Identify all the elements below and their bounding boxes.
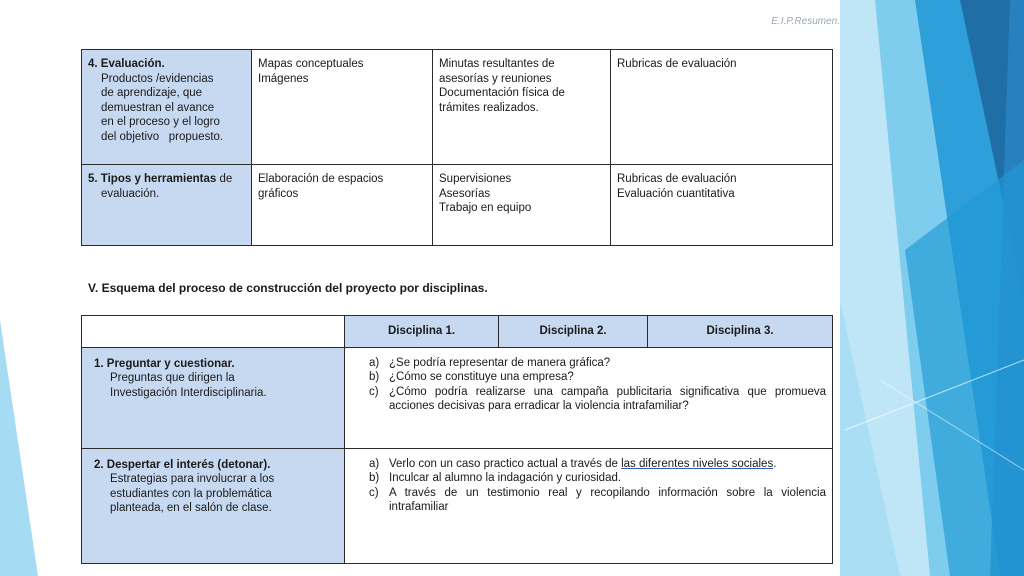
row-title: 1. Preguntar y cuestionar. [94,357,235,370]
header-cell-empty [82,316,345,348]
row-label-preguntar [82,347,345,448]
list-text-tail: . [773,457,777,470]
strategy-list [369,457,826,515]
row-label-evaluacion [82,50,252,165]
row-label-line: Preguntas que dirigen la [110,372,235,385]
cell-line: Elaboración de espacios [258,173,384,185]
section-title: V. Esquema del proceso de construcción del proyecto por disciplinas. [88,281,488,295]
header-cell-disciplina-2: Disciplina 2. [499,316,648,348]
cell-line: Trabajo en equipo [439,202,532,215]
list-item [369,385,826,414]
list-text-underlined: las diferentes niveles sociales [621,457,774,470]
row-label-tipos [82,165,252,246]
questions-cell [345,347,833,448]
list-text: ¿Cómo se constituye una empresa? [389,371,574,384]
row-label-line: Investigación Interdisciplinaria. [110,386,267,399]
cell-line: trámites realizados. [439,101,539,114]
row-label-line: Estrategias para involucrar a los [110,473,275,486]
table-cell [433,50,611,165]
list-marker: c) [369,486,379,499]
strategies-cell [345,448,833,563]
list-item [369,471,826,486]
list-marker: b) [369,472,380,485]
list-item [369,356,826,371]
list-marker: c) [369,385,379,398]
table-row [82,165,833,246]
list-item [369,486,826,515]
cell-line: Rubricas de evaluación [617,173,737,185]
list-text: Verlo con un caso practico actual a través de [389,457,622,470]
evaluation-table [81,49,833,246]
row-label-line: en el proceso y el logro [101,116,220,129]
row-label-line: evaluación. [101,187,160,200]
row-title-rest: de [216,173,233,185]
question-list [369,356,826,414]
cell-line: gráficos [258,187,299,200]
row-label-line: demuestran el avance [101,101,215,114]
row-label-line: Productos /evidencias [101,72,214,85]
list-text: ¿Se podría representar de manera gráfica? [389,356,611,369]
row-title: 5. Tipos y herramientas [88,173,217,185]
list-item [369,457,826,472]
table-header-row [82,316,833,348]
row-title: 4. Evaluación. [88,58,165,70]
header-tag: E.I.P.Resumen. [771,16,840,27]
list-text: Inculcar al alumno la indagación y curiosidad. [389,472,622,485]
row-label-line: estudiantes con la problemática [110,487,272,500]
table-cell [433,165,611,246]
table-row [82,347,833,448]
list-item [369,370,826,385]
list-marker: a) [369,356,380,369]
cell-line: Evaluación cuantitativa [617,187,735,200]
cell-line: Supervisiones [439,173,512,185]
cell-line: Asesorías [439,187,491,200]
row-label-despertar [82,448,345,563]
table-row [82,448,833,563]
disciplines-table [81,315,833,564]
cell-line: Documentación física de [439,87,565,100]
row-title: 2. Despertar el interés (detonar). [94,458,271,471]
table-cell [252,50,433,165]
cell-line: Imágenes [258,72,309,85]
list-marker: a) [369,457,380,470]
list-marker: b) [369,371,380,384]
table-cell [611,50,833,165]
cell-line: asesorías y reuniones [439,72,552,85]
cell-line: Minutas resultantes de [439,58,555,70]
left-deco-shape [0,320,38,576]
row-label-line: de aprendizaje, que [101,87,203,100]
list-text: A través de un testimonio real y recopilando información sobre la violencia intrafamiliar [389,486,826,514]
row-label-line: planteada, en el salón de clase. [110,502,272,515]
cell-line: Rubricas de evaluación [617,58,737,70]
table-cell [252,165,433,246]
cell-line: Mapas conceptuales [258,58,364,70]
table-row [82,50,833,165]
row-label-line: del objetivo propuesto. [101,130,224,143]
header-cell-disciplina-1: Disciplina 1. [345,316,499,348]
table-cell [611,165,833,246]
list-text: ¿Cómo podría realizarse una campaña publicitaria significativa que promueva acciones decisivas para erradicar la violencia intrafamiliar? [389,385,826,413]
header-cell-disciplina-3: Disciplina 3. [648,316,833,348]
